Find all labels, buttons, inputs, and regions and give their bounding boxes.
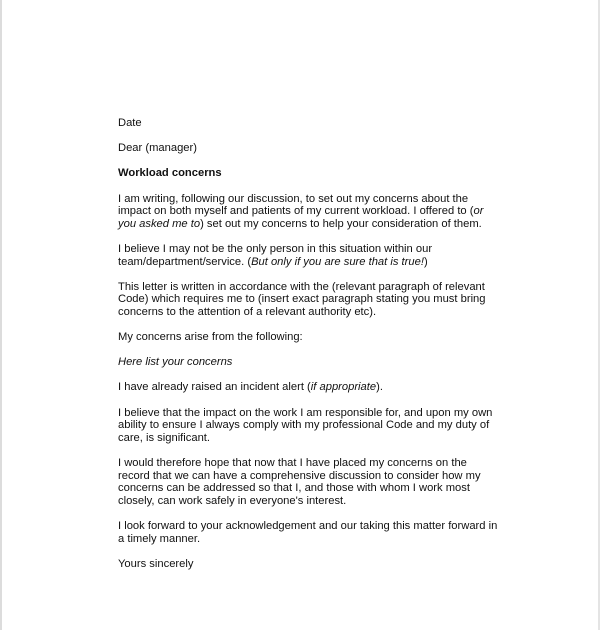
letter-salutation: Dear (manager)	[118, 142, 197, 155]
paragraph-not-only-person: I believe I may not be the only person in this situation within our team/department/service. (But only if you are sure that is true!)	[118, 242, 433, 268]
paragraph-impact: I believe that the impact on the work I am responsible for, and upon my own ability to ensure I always comply with my professional Code and my duty of care, is significant.	[118, 406, 493, 444]
letter-subject: Workload concerns	[118, 167, 222, 180]
paragraph-discussion-request: I would therefore hope that now that I have placed my concerns on the record that we can have a comprehensive discussion to consider how my concerns can be addressed so that I, and those with whom I work most closely, can work safely in everyone's interest.	[118, 457, 481, 507]
paragraph-acknowledgement: I look forward to your acknowledgement and our taking this matter forward in a timely manner.	[118, 520, 498, 545]
paragraph-code-reference: This letter is written in accordance with the (relevant paragraph of relevant Code) which requires me to (insert exact paragraph stating you must bring concerns to the attention of a relevant authority etc).	[118, 280, 486, 318]
paragraph-intro: I am writing, following our discussion, to set out my concerns about the impact on both myself and patients of my current workload. I offered to (or you asked me to) set out my concerns to help your consideration of them.	[118, 192, 484, 230]
paragraph-concerns-intro: My concerns arise from the following:	[118, 331, 303, 344]
letter-date: Date	[118, 117, 142, 129]
italic-note: or you asked me to	[118, 205, 484, 230]
italic-note: But only if you are sure that is true!	[251, 255, 424, 268]
letter-body	[118, 117, 498, 583]
page-edge-left	[0, 0, 2, 630]
italic-note: if appropriate	[310, 381, 377, 394]
paragraph-incident-alert: I have already raised an incident alert (if appropriate).	[118, 381, 383, 394]
paragraph-concerns-list: Here list your concerns	[118, 356, 233, 369]
letter-closing: Yours sincerely	[118, 557, 194, 570]
